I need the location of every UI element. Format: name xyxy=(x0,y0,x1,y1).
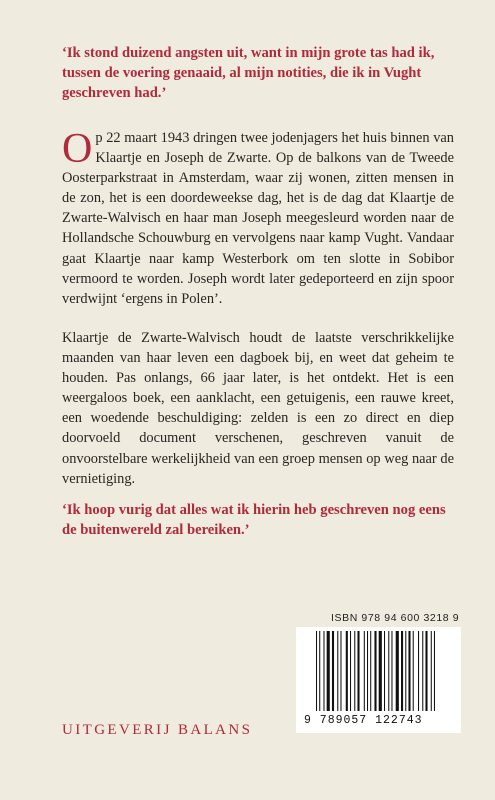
opening-quote: ‘Ik stond duizend angsten uit, want in mijn grote tas had ik, tussen de voering genaaid, al mijn notities, die ik in Vught geschreven had.’ xyxy=(62,45,435,101)
summary-paragraph-1-text: p 22 maart 1943 dringen twee jodenjagers het huis binnen van Klaartje en Joseph de Zwarte. Op de balkons van de Tweede Oosterparkstraat in Amsterdam, waar zij wonen, zitten mensen in de zon, het is een doordeweekse dag, het is de dag dat Klaartje de Zwarte-Walvisch en haar man Joseph meegesleurd worden naar de Hollandsche Schouwburg en vervolgens naar kamp Vught. Vandaar gaat Klaartje naar kamp Westerbork om ten slotte in Sobibor vermoord te worden. Joseph wordt later gedeporteerd en zijn spoor verdwijnt ‘ergens in Polen’. xyxy=(62,130,454,307)
isbn-label: ISBN 978 94 600 3218 9 xyxy=(331,612,460,624)
barcode-number: 9 789057 122743 xyxy=(304,714,423,727)
barcode xyxy=(296,627,461,733)
closing-quote: ‘Ik hoop vurig dat alles wat ik hierin heb geschreven nog eens de buitenwereld zal bereiken.’ xyxy=(62,502,446,538)
summary-paragraph-1 xyxy=(62,128,454,309)
drop-cap: O xyxy=(62,126,93,172)
barcode-bars-icon xyxy=(314,631,444,713)
publisher-name: UITGEVERIJ BALANS xyxy=(62,722,253,738)
summary-paragraph-2: Klaartje de Zwarte-Walvisch houdt de laatste verschrikkelijke maanden van haar leven een dagboek bij, en weet dat geheim te houden. Pas onlangs, 66 jaar later, is het ontdekt. Het is een weergaloos boek, een aanklacht, een getuigenis, een rauwe kreet, een woedende beschuldiging: zelden is een zo direct en diep doorvoeld document verschenen, geschreven vanuit de onvoorstelbare werkelijkheid van een groep mensen op weg naar de vernietiging. xyxy=(62,330,454,487)
